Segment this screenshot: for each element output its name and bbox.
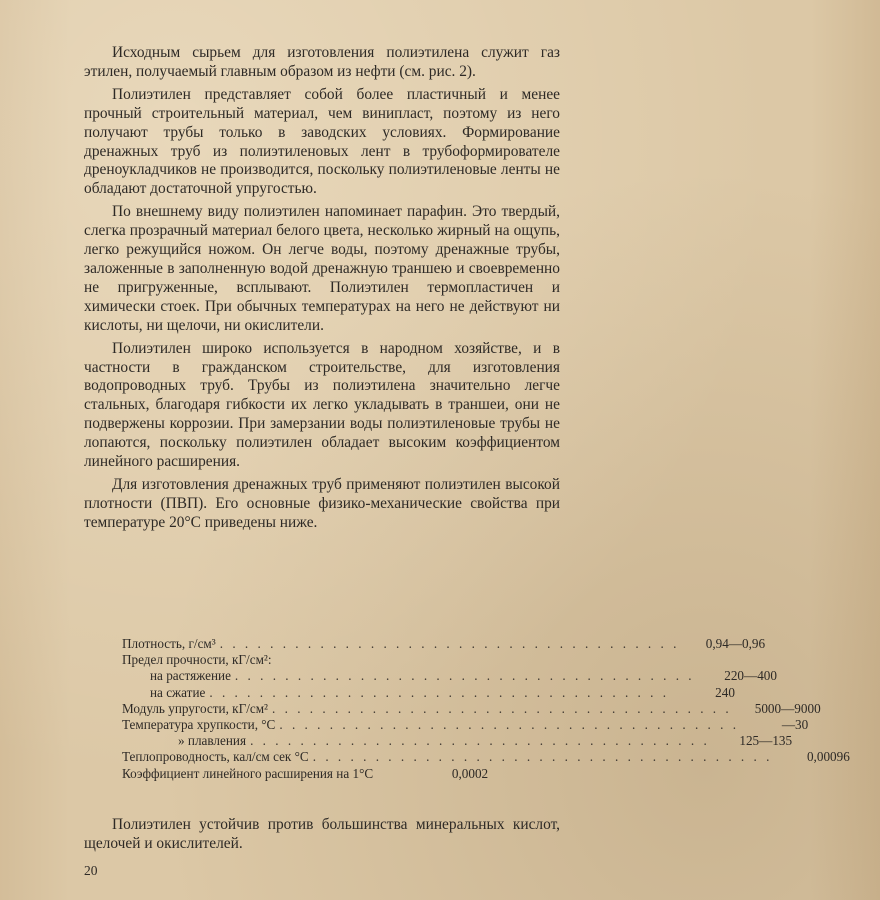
paragraph-properties-comparison: Полиэтилен представляет собой более пластичный и менее прочный строительный материал, чем винипласт, поэтому из него получают трубы только в заводских условиях. Формирование дренажных труб из полиэтиленовых лент в трубоформирователе дреноукладчиков не производится, поскольку полиэтиленовые ленты не обладают достаточной упругостью. xyxy=(84,85,560,198)
spec-row-brittleness-temp xyxy=(122,717,809,733)
spec-label: на растяжение xyxy=(150,668,231,684)
leader-dots: . . . . . . . . . . . . . . . . . . . . . . . . . . . . . . . . . . . . . xyxy=(234,668,695,684)
properties-list xyxy=(122,636,850,782)
spec-value: 125—135 xyxy=(739,733,793,749)
spec-row-expansion-coefficient xyxy=(122,766,522,782)
main-text xyxy=(84,44,560,537)
leader-dots: . . . . . . . . . . . . . . . . . . . . . . . . . . . . . . . . . . . . . xyxy=(279,717,740,733)
paragraph-raw-material: Исходным сырьем для изготовления полиэтилена служит газ этилен, получаемый главным образом из нефти (см. рис. 2). xyxy=(84,44,560,80)
leader-dots: . . . . . . . . . . . . . . . . . . . . . . . . . . . . . . . . . . . . . xyxy=(312,749,773,765)
paragraph-usage: Полиэтилен широко используется в народном хозяйстве, и в частности в гражданском строительстве, для изготовления водопроводных труб. Трубы из полиэтилена значительно легче стальных, благодаря гибкости их легко укладывать в траншеи, они не подвержены коррозии. При замерзании воды полиэтиленовые трубы не лопаются, поскольку полиэтилен обладает высоким коэффициентом линейного расширения. xyxy=(84,339,560,471)
paragraph-appearance: По внешнему виду полиэтилен напоминает парафин. Это твердый, слегка прозрачный материал белого цвета, несколько жирный на ощупь, легко режущийся ножом. Он легче воды, поэтому дренажные трубы, заложенные в заполненную водой дренажную траншею и своевременно не пригруженные, всплывают. Полиэтилен термопластичен и химически стоек. При обычных температурах на него не действуют ни кислоты, ни щелочи, ни окислители. xyxy=(84,203,560,334)
paragraph-hdpe-intro: Для изготовления дренажных труб применяют полиэтилен высокой плотности (ПВП). Его основные физико-механические свойства при температуре 20°С приведены ниже. xyxy=(84,475,560,531)
spec-row-elastic-modulus xyxy=(122,700,821,717)
spec-value: 0,94—0,96 xyxy=(705,636,766,651)
page-number: 20 xyxy=(84,863,98,878)
spec-value: 0,00096 xyxy=(806,749,850,765)
spec-row-strength-header xyxy=(122,652,522,668)
spec-label: Предел прочности, кГ/см²: xyxy=(122,652,272,668)
spec-label: Теплопроводность, кал/см сек °С xyxy=(122,749,309,765)
spec-value: 220—400 xyxy=(724,668,777,684)
spec-row-density xyxy=(122,636,766,652)
spec-label: Плотность, г/см³ xyxy=(122,636,216,651)
leader-dots: . . . . . . . . . . . . . . . . . . . . . . . . . . . . . . . . . . . . . xyxy=(219,636,680,651)
spec-value: 240 xyxy=(715,684,735,700)
leader-dots: . . . . . . . . . . . . . . . . . . . . . . . . . . . . . . . . . . . . . xyxy=(209,684,670,700)
spec-row-melting-temp xyxy=(122,733,793,749)
spec-value: 5000—9000 xyxy=(754,700,821,716)
spec-label: Модуль упругости, кГ/см² xyxy=(122,700,269,716)
spec-value: 0,0002 xyxy=(451,765,489,781)
spec-row-tension xyxy=(122,668,777,684)
spec-label: Температура хрупкости, °С xyxy=(122,717,276,733)
spec-value: —30 xyxy=(781,717,809,733)
leader-dots: . . . . . . . . . . . . . . . . . . . . . . . . . . . . . . . . . . . . . xyxy=(272,700,732,716)
spec-label: на сжатие xyxy=(150,684,206,700)
spec-row-thermal-conductivity xyxy=(122,749,850,765)
spec-label: Коэффициент линейного расширения на 1°С xyxy=(122,765,374,781)
spec-label: » плавления xyxy=(178,733,247,749)
spec-row-compression xyxy=(122,684,735,701)
leader-dots: . . . . . . . . . . . . . . . . . . . . . . . . . . . . . . . . . . . . . xyxy=(250,733,710,749)
closing-paragraph: Полиэтилен устойчив против большинства минеральных кислот, щелочей и окислителей. xyxy=(84,816,560,852)
